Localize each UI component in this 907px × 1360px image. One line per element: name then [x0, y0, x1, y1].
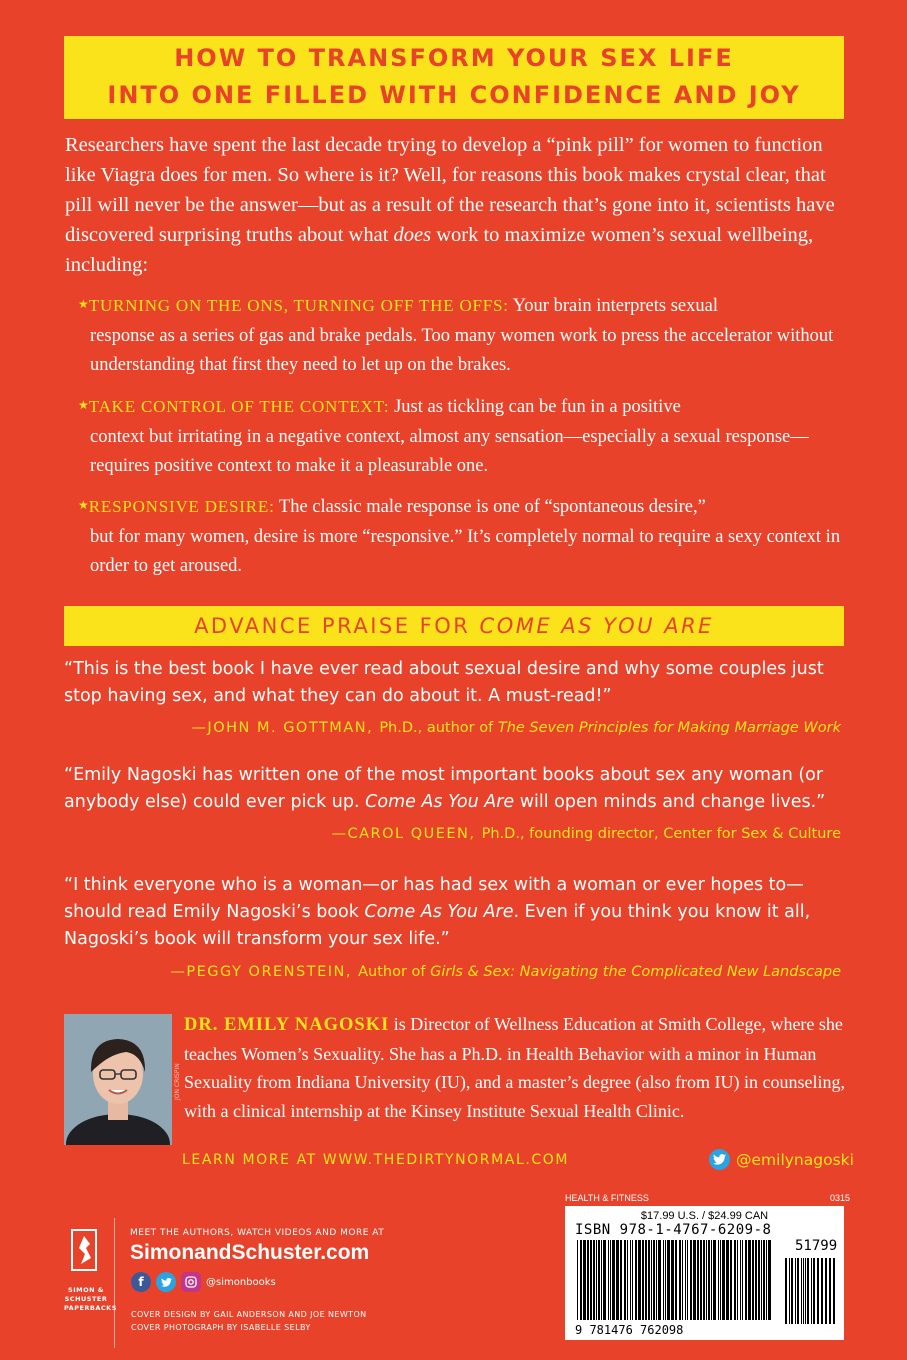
barcode-bar	[718, 1240, 719, 1320]
barcode-bar	[665, 1240, 666, 1320]
social-handle: @simonbooks	[206, 1276, 276, 1288]
attribution-role: Author of	[358, 964, 431, 980]
star-icon: ★	[78, 498, 89, 512]
barcode-bar	[612, 1240, 615, 1320]
cover-photo-credit: COVER PHOTOGRAPH BY ISABELLE SELBY	[131, 1323, 311, 1332]
praise-banner	[64, 606, 844, 646]
barcode-bar	[687, 1240, 688, 1320]
barcode-bar	[580, 1240, 582, 1320]
bullet-text-rest: context but irritating in a negative context, almost any sensation—especially a sexual response—requires positive context to make it a pleasurable one.	[90, 426, 809, 476]
addon-bar	[803, 1258, 804, 1324]
barcode-bar	[752, 1240, 754, 1320]
intro-text-2: work to maximize women’s sexual wellbeing, including:	[65, 224, 814, 276]
instagram-icon[interactable]	[181, 1272, 201, 1292]
attribution-role: , author of	[417, 720, 498, 736]
barcode-bar	[635, 1240, 637, 1320]
addon-bar	[801, 1258, 802, 1324]
attribution-name: —PEGGY ORENSTEIN,	[170, 964, 359, 980]
attribution-work: Girls & Sex: Navigating the Complicated New Landscape	[430, 964, 841, 980]
twitter-icon[interactable]	[156, 1272, 176, 1292]
barcode-bar	[587, 1240, 589, 1320]
barcode-bar	[658, 1240, 661, 1320]
barcode-bar	[697, 1240, 699, 1320]
barcode-bar	[703, 1240, 705, 1320]
quote-gottman: “This is the best book I have ever read about sexual desire and why some couples just stop having sex, and what they can do about it. A must-read!”	[64, 659, 824, 706]
quote-emphasis: Come As You Are	[364, 902, 514, 922]
barcode-bar	[624, 1240, 626, 1320]
barcode-bar	[642, 1240, 644, 1320]
bullet-heading: RESPONSIVE DESIRE:	[88, 497, 275, 516]
barcode-bar	[755, 1240, 757, 1320]
author-bio	[184, 1010, 864, 1125]
addon-bar	[785, 1258, 787, 1324]
attribution-name: —JOHN M. GOTTMAN,	[191, 720, 380, 736]
price-label: $17.99 U.S. / $24.99 CAN	[640, 1210, 769, 1222]
cover-design-credit: COVER DESIGN BY GAIL ANDERSON AND JOE NEWTON	[131, 1310, 367, 1319]
bullet-text-first: Your brain interprets sexual	[508, 296, 718, 316]
addon-bar	[829, 1258, 831, 1324]
barcode-bar	[590, 1240, 592, 1320]
author-name: DR. EMILY NAGOSKI	[184, 1015, 390, 1035]
star-icon: ★	[78, 398, 89, 412]
barcode-bar	[632, 1240, 633, 1320]
barcode-bar	[768, 1240, 771, 1320]
website-link[interactable]: LEARN MORE AT WWW.THEDIRTYNORMAL.COM	[182, 1152, 570, 1168]
twitter-handle: @emilynagoski	[736, 1150, 854, 1169]
addon-bar	[813, 1258, 815, 1324]
barcode-box	[565, 1206, 844, 1340]
quote-queen	[64, 762, 854, 816]
barcode-bar	[758, 1240, 760, 1320]
addon-code: 51799	[795, 1238, 838, 1254]
addon-bar	[821, 1258, 823, 1324]
social-links	[131, 1272, 276, 1292]
intro-paragraph	[65, 130, 855, 280]
barcode-bar	[737, 1240, 738, 1320]
addon-bar	[789, 1258, 790, 1324]
print-code: 0315	[830, 1193, 851, 1203]
author-bio-text: is Director of Wellness Education at Smith College, where she teaches Women’s Sexuality. She has a Ph.D. in Health Behavior with a minor in Human Sexuality from Indiana University (IU), and a master’s degree (also from IU) in counseling, with a clinical internship at the Kinsey Institute Sexual Health Clinic.	[184, 1014, 845, 1121]
bullet-text-rest: response as a series of gas and brake pedals. Too many women work to press the accelerator without understanding that first they need to let up on the brakes.	[90, 325, 834, 375]
barcode-bar	[577, 1240, 578, 1320]
barcode-bars	[573, 1240, 838, 1326]
bullet-text-first: The classic male response is one of “spontaneous desire,”	[274, 497, 706, 517]
barcode-bar	[675, 1240, 677, 1320]
bullet-heading: TAKE CONTROL OF THE CONTEXT:	[88, 397, 390, 416]
barcode-bar	[693, 1240, 696, 1320]
attribution-queen	[331, 826, 841, 842]
attribution-gottman	[191, 720, 841, 736]
barcode-bar	[583, 1240, 586, 1320]
barcode-bar	[763, 1240, 765, 1320]
isbn-label: ISBN 978-1-4767-6209-8	[575, 1222, 772, 1238]
ean-digits: 9 781476 762098	[575, 1323, 684, 1337]
barcode-bar	[645, 1240, 647, 1320]
barcode-bar	[593, 1240, 595, 1320]
quote-text-b: . Even if you think you know it all, Nagoski’s book will transform your sex life.”	[64, 902, 811, 949]
bullet-item-ons-offs	[78, 290, 858, 381]
addon-bar	[825, 1258, 827, 1324]
quote-text-a: “I think everyone who is a woman—or has had sex with a woman or ever hopes to—should read Emily Nagoski’s book	[64, 875, 804, 922]
barcode-bar	[679, 1240, 681, 1320]
headline-line-1: HOW TO TRANSFORM YOUR SEX LIFE	[174, 44, 734, 72]
bullet-text-first: Just as tickling can be fun in a positive	[389, 397, 681, 417]
attribution-credential: Ph.D.	[481, 826, 520, 842]
quote-emphasis: Come As You Are	[365, 792, 515, 812]
cover-credits	[131, 1308, 367, 1334]
barcode-bar	[720, 1240, 721, 1320]
barcode-bar	[671, 1240, 674, 1320]
barcode-bar	[656, 1240, 657, 1320]
barcode-bar	[730, 1240, 732, 1320]
barcode-bar	[690, 1240, 692, 1320]
barcode-bar	[653, 1240, 655, 1320]
attribution-name: —CAROL QUEEN,	[331, 826, 482, 842]
barcode-bar	[682, 1240, 683, 1320]
bullet-heading: TURNING ON THE ONS, TURNING OFF THE OFFS:	[88, 296, 509, 315]
facebook-icon[interactable]: f	[131, 1272, 151, 1292]
barcode-bar	[608, 1240, 609, 1320]
addon-bar	[833, 1258, 835, 1324]
barcode-bar	[766, 1240, 767, 1320]
author-photo	[64, 1014, 172, 1145]
barcode-bar	[648, 1240, 650, 1320]
author-photo-art	[64, 1014, 172, 1145]
publisher-logo-text: SIMON & SCHUSTER PAPERBACKS	[64, 1286, 117, 1312]
barcode-bar	[711, 1240, 712, 1320]
barcode-bar	[651, 1240, 652, 1320]
praise-banner-prefix: ADVANCE PRAISE FOR	[194, 614, 480, 638]
barcode-bar	[713, 1240, 716, 1320]
barcode-bar	[734, 1240, 736, 1320]
barcode-bar	[761, 1240, 762, 1320]
attribution-orenstein	[170, 964, 841, 980]
publisher-url[interactable]: SimonandSchuster.com	[130, 1241, 370, 1264]
quote-text-a: “Emily Nagoski has written one of the most important books about sex any woman (or anybody else) could ever pick up.	[64, 765, 824, 812]
twitter-link[interactable]	[709, 1149, 854, 1170]
barcode-bar	[667, 1240, 670, 1320]
barcode-bar	[596, 1240, 597, 1320]
star-icon: ★	[78, 297, 89, 311]
barcode-bar	[708, 1240, 710, 1320]
barcode-bar	[616, 1240, 619, 1320]
barcode-bar	[742, 1240, 743, 1320]
addon-bar	[795, 1258, 796, 1324]
praise-banner-title: COME AS YOU ARE	[479, 614, 714, 638]
bullet-text-rest: but for many women, desire is more “responsive.” It’s completely normal to require a sexy context in order to get aroused.	[90, 526, 841, 576]
twitter-icon	[709, 1149, 730, 1170]
barcode-bar	[685, 1240, 686, 1320]
barcode-bar	[722, 1240, 725, 1320]
barcode-bar	[598, 1240, 600, 1320]
barcode-bar	[700, 1240, 702, 1320]
barcode-bar	[638, 1240, 641, 1320]
publisher-logo	[64, 1218, 115, 1348]
attribution-role: , founding director, Center for Sex & Culture	[519, 826, 841, 842]
headline-banner	[64, 36, 844, 119]
addon-bar	[805, 1258, 806, 1324]
bullet-item-responsive-desire	[78, 491, 858, 582]
barcode-bar	[620, 1240, 622, 1320]
bullet-item-context	[78, 391, 858, 482]
addon-bar	[797, 1258, 799, 1324]
barcode-bar	[726, 1240, 729, 1320]
attribution-credential: Ph.D.	[379, 720, 418, 736]
barcode-bar	[610, 1240, 611, 1320]
book-category: HEALTH & FITNESS	[565, 1193, 649, 1203]
addon-bar	[811, 1258, 812, 1324]
barcode-bar	[601, 1240, 602, 1320]
quote-orenstein	[64, 872, 854, 953]
addon-bar	[791, 1258, 793, 1324]
intro-text-1: Researchers have spent the last decade trying to develop a “pink pill” for women to function like Viagra does for men. So where is it? Well, for reasons this book makes crystal clear, that pill will never be the answer—but as a result of the research that’s gone into it, scientists have discovered surprising truths about what	[65, 134, 835, 246]
barcode-bar	[706, 1240, 707, 1320]
barcode-bar	[748, 1240, 751, 1320]
headline-line-2: INTO ONE FILLED WITH CONFIDENCE AND JOY	[107, 81, 801, 109]
barcode-bar	[630, 1240, 631, 1320]
barcode-bar	[627, 1240, 628, 1320]
attribution-work: The Seven Principles for Making Marriage Work	[497, 720, 841, 736]
addon-bar	[807, 1258, 809, 1324]
barcode-bar	[745, 1240, 747, 1320]
barcode-bar	[663, 1240, 664, 1320]
barcode-bar	[740, 1240, 741, 1320]
quote-text-b: will open minds and change lives.”	[514, 792, 826, 812]
intro-emphasis: does	[393, 224, 432, 246]
barcode-bar	[603, 1240, 606, 1320]
publisher-tagline: MEET THE AUTHORS, WATCH VIDEOS AND MORE AT	[130, 1228, 385, 1238]
addon-bar	[817, 1258, 819, 1324]
photo-credit: JON CRISPIN	[174, 1063, 181, 1100]
